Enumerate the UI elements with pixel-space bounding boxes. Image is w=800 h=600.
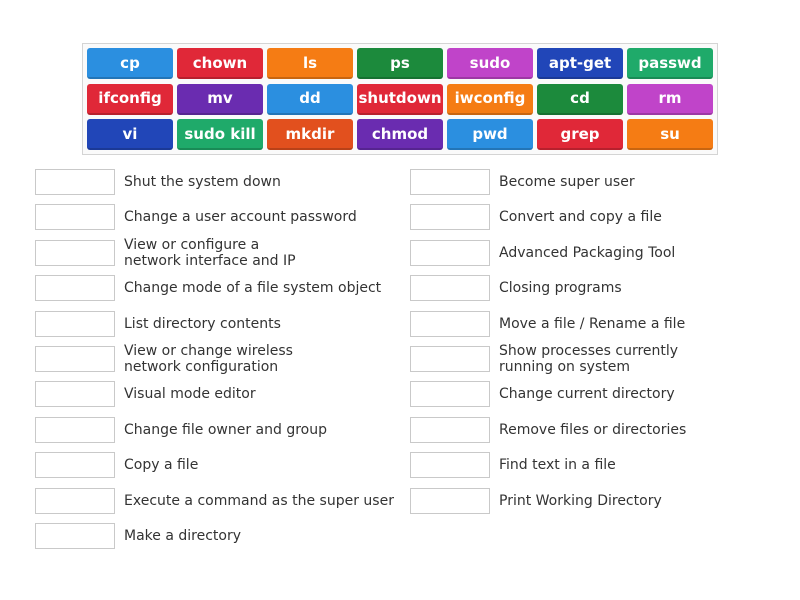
match-row [35, 522, 404, 550]
command-tile[interactable]: cd [537, 84, 623, 115]
answer-drop-box[interactable] [35, 346, 115, 372]
answer-drop-box[interactable] [35, 523, 115, 549]
match-row [35, 345, 404, 373]
match-row [35, 274, 404, 302]
command-tile[interactable]: vi [87, 119, 173, 150]
description-label: Copy a file [124, 457, 199, 474]
answer-drop-box[interactable] [410, 311, 490, 337]
description-label: Closing programs [499, 280, 622, 297]
answer-drop-box[interactable] [410, 452, 490, 478]
description-label: Become super user [499, 174, 635, 190]
match-row [410, 345, 779, 373]
match-row [410, 451, 779, 479]
description-label: Change file owner and group [124, 421, 327, 438]
answer-drop-box[interactable] [35, 275, 115, 301]
answer-drop-box[interactable] [410, 417, 490, 443]
command-tile[interactable]: rm [627, 84, 713, 115]
answer-drop-box[interactable] [410, 346, 490, 372]
command-tile[interactable]: ps [357, 48, 443, 79]
command-tile-bank [82, 43, 718, 155]
match-row [35, 236, 404, 269]
description-label: View or change wireless network configuration [124, 343, 293, 375]
description-label: Execute a command as the super user [124, 492, 394, 509]
command-tile[interactable]: iwconfig [447, 84, 533, 115]
command-tile[interactable]: ifconfig [87, 84, 173, 115]
match-row [35, 451, 404, 479]
match-row [410, 239, 779, 267]
description-label: Shut the system down [124, 174, 281, 190]
description-label: Move a file / Rename a file [499, 315, 686, 332]
match-row [35, 380, 404, 408]
command-tile[interactable]: apt-get [537, 48, 623, 79]
command-tile[interactable]: dd [267, 84, 353, 115]
command-tile[interactable]: su [627, 119, 713, 150]
match-row [410, 274, 779, 302]
answer-drop-box[interactable] [410, 204, 490, 230]
description-label: Change a user account password [124, 209, 357, 226]
command-tile[interactable]: grep [537, 119, 623, 150]
description-label: Print Working Directory [499, 492, 662, 509]
description-label: List directory contents [124, 315, 281, 332]
match-row [410, 310, 779, 338]
match-row [35, 310, 404, 338]
command-tile[interactable]: shutdown [357, 84, 443, 115]
command-tile[interactable]: chmod [357, 119, 443, 150]
description-label: View or configure a network interface and IP [124, 236, 296, 269]
command-tile[interactable]: mkdir [267, 119, 353, 150]
match-row [35, 416, 404, 444]
answer-drop-box[interactable] [410, 169, 490, 195]
match-row [35, 168, 404, 196]
match-row [410, 168, 779, 196]
match-row [410, 416, 779, 444]
command-tile[interactable]: passwd [627, 48, 713, 79]
match-row [410, 380, 779, 408]
description-label: Remove files or directories [499, 421, 687, 438]
match-row [410, 487, 779, 515]
answer-drop-box[interactable] [35, 169, 115, 195]
answer-drop-box[interactable] [35, 452, 115, 478]
command-tile[interactable]: cp [87, 48, 173, 79]
description-label: Visual mode editor [124, 386, 256, 403]
match-row [410, 203, 779, 231]
match-row [35, 487, 404, 515]
command-tile[interactable]: sudo [447, 48, 533, 79]
description-label: Find text in a file [499, 457, 616, 474]
answer-drop-box[interactable] [410, 381, 490, 407]
description-label: Convert and copy a file [499, 209, 662, 226]
answer-drop-box[interactable] [35, 417, 115, 443]
answer-drop-box[interactable] [410, 240, 490, 266]
description-label: Advanced Packaging Tool [499, 244, 676, 261]
description-label: Make a directory [124, 528, 241, 544]
description-label: Show processes currently running on system [499, 343, 679, 375]
command-tile[interactable]: ls [267, 48, 353, 79]
answer-drop-box[interactable] [35, 381, 115, 407]
answer-drop-box[interactable] [35, 311, 115, 337]
command-tile[interactable]: pwd [447, 119, 533, 150]
answer-drop-box[interactable] [410, 488, 490, 514]
answer-drop-box[interactable] [35, 240, 115, 266]
answer-drop-box[interactable] [35, 204, 115, 230]
answer-drop-box[interactable] [410, 275, 490, 301]
command-tile[interactable]: chown [177, 48, 263, 79]
answer-drop-box[interactable] [35, 488, 115, 514]
match-row [35, 203, 404, 231]
command-tile[interactable]: mv [177, 84, 263, 115]
description-label: Change current directory [499, 386, 675, 403]
command-tile[interactable]: sudo kill [177, 119, 263, 150]
description-label: Change mode of a file system object [124, 280, 382, 297]
